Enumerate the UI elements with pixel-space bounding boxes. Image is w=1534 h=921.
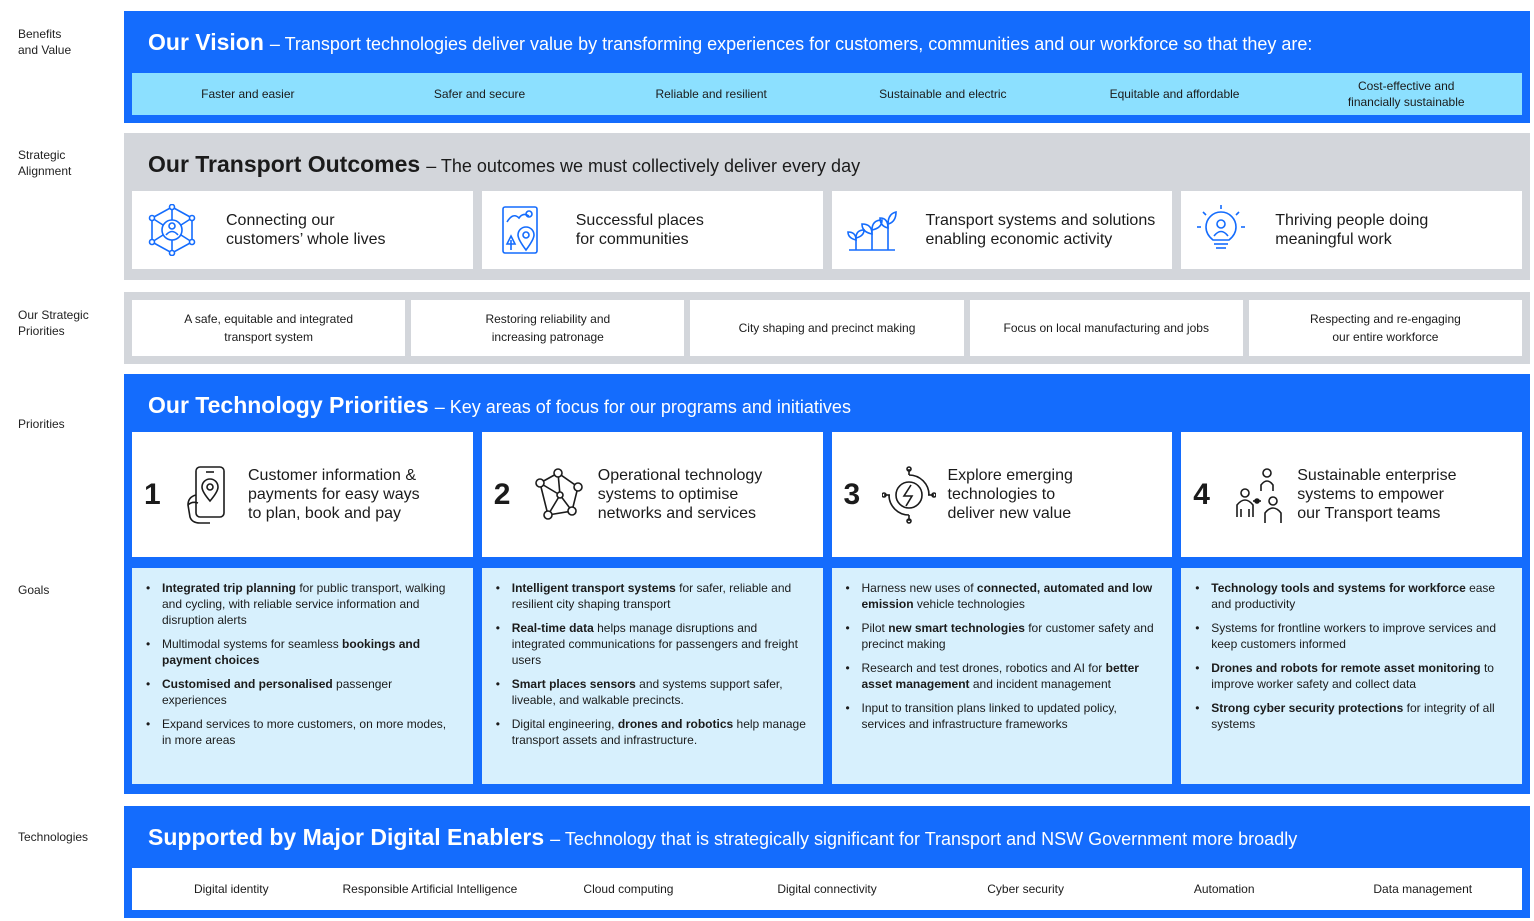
outcomes-title: Our Transport Outcomes — [148, 151, 421, 177]
connected-nodes-icon — [532, 465, 586, 525]
strategic-priorities-band — [124, 292, 1530, 364]
priority-number: 3 — [843, 477, 861, 511]
outcome-card — [132, 191, 473, 269]
goal-text: helps manage disruptions and integrated communications for passengers and freight users — [511, 621, 798, 667]
goal-text: Multimodal systems for seamless — [162, 637, 343, 651]
priority-number: 2 — [493, 477, 511, 511]
goal-item — [146, 636, 459, 668]
network-people-icon — [146, 204, 198, 256]
outcome-text: Thriving people doing meaningful work — [1275, 212, 1429, 248]
goal-text: ease and productivity — [1211, 581, 1496, 611]
vision-value: Safer and secure — [433, 87, 526, 101]
tech-priority-text: Sustainable enterprise systems to empower our Transport teams — [1297, 467, 1457, 522]
goal-item — [496, 676, 809, 708]
goal-text: for safer, reliable and resilient city shaping transport — [511, 581, 792, 611]
enabler-item: Automation — [1193, 882, 1255, 896]
tech-priorities-heading — [148, 392, 851, 419]
tech-priority-card — [482, 432, 823, 557]
seedlings-icon — [846, 204, 898, 256]
outcomes-heading — [148, 151, 860, 178]
tech-priorities-subtitle: – Key areas of focus for our programs and initiatives — [434, 397, 851, 417]
goal-text: Harness new uses of — [861, 581, 977, 595]
goal-text: passenger experiences — [162, 677, 393, 707]
outcome-cards — [132, 191, 1522, 269]
goal-text: Pilot — [861, 621, 889, 635]
goal-item — [496, 580, 809, 612]
tech-priority-card — [832, 432, 1173, 557]
goal-item — [846, 700, 1159, 732]
goal-item — [496, 620, 809, 668]
vision-values — [132, 73, 1522, 115]
tech-priority-card — [1181, 432, 1522, 557]
enablers-subtitle: – Technology that is strategically significant for Transport and NSW Government more broadly — [550, 829, 1298, 849]
goal-item — [146, 716, 459, 748]
goal-emphasis: Smart places sensors — [511, 677, 636, 691]
emerging-tech-icon — [882, 465, 936, 525]
goal-item — [146, 580, 459, 628]
goal-text: and systems support safer, liveable, and walkable precincts. — [511, 677, 783, 707]
goal-emphasis: Drones and robots for remote asset monitoring — [1211, 661, 1481, 675]
outcome-text: Transport systems and solutions enabling economic activity — [925, 212, 1156, 248]
row-label-strategic-priorities: Our Strategic Priorities — [18, 308, 89, 338]
enabler-items — [132, 868, 1522, 910]
tech-priority-cards — [132, 432, 1522, 557]
outcome-card — [832, 191, 1173, 269]
tech-priorities-band — [124, 374, 1530, 794]
enabler-item: Data management — [1373, 882, 1473, 896]
goal-text: for customer safety and precinct making — [861, 621, 1154, 651]
outcome-text: Successful places for communities — [575, 212, 704, 248]
goal-text: and incident management — [969, 677, 1111, 691]
tech-priority-card — [132, 432, 473, 557]
goal-emphasis: drones and robotics — [617, 717, 734, 731]
goal-text: Input to transition plans linked to updated policy, services and infrastructure frameworks — [861, 701, 1117, 731]
goal-item — [846, 620, 1159, 652]
goal-item — [496, 716, 809, 748]
priority-number: 4 — [1193, 477, 1210, 511]
goal-emphasis: Real-time data — [511, 621, 594, 635]
strategic-priority-cards — [132, 300, 1522, 356]
enabler-item: Digital connectivity — [777, 882, 877, 896]
goal-card — [132, 568, 473, 784]
goal-item — [1195, 660, 1508, 692]
strategic-priority-card: Focus on local manufacturing and jobs — [970, 300, 1243, 356]
vision-band — [124, 11, 1530, 123]
vision-heading — [148, 29, 1312, 56]
row-label-benefits: Benefits and Value — [18, 27, 72, 57]
outcome-card — [482, 191, 823, 269]
goal-list — [1195, 580, 1508, 732]
goal-list — [496, 580, 809, 748]
goal-item — [146, 676, 459, 708]
goal-emphasis: better asset management — [861, 661, 1139, 691]
goal-emphasis: Intelligent transport systems — [511, 581, 676, 595]
enablers-band — [124, 806, 1530, 918]
enablers-title: Supported by Major Digital Enablers — [148, 824, 545, 850]
goal-emphasis: connected, automated and low emission — [861, 581, 1153, 611]
goal-card — [1181, 568, 1522, 784]
goal-text: Research and test drones, robotics and AI for — [861, 661, 1106, 675]
goal-item — [1195, 580, 1508, 612]
enabler-item: Responsible Artificial Intelligence — [342, 882, 518, 896]
tech-priority-text: Operational technology systems to optimise networks and services — [597, 467, 763, 522]
goal-card — [832, 568, 1173, 784]
goal-cards — [132, 568, 1522, 784]
outcome-card — [1181, 191, 1522, 269]
map-location-icon — [496, 204, 548, 256]
goal-text: vehicle technologies — [913, 597, 1025, 611]
tech-priorities-title: Our Technology Priorities — [148, 392, 429, 418]
goal-emphasis: new smart technologies — [888, 621, 1025, 635]
row-label-priorities: Priorities — [18, 417, 65, 431]
phone-location-icon — [182, 465, 236, 525]
row-label-strategic-alignment: Strategic Alignment — [18, 148, 72, 178]
strategic-priority-card: Respecting and re-engaging our entire workforce — [1249, 300, 1522, 356]
goal-card — [482, 568, 823, 784]
goal-item — [1195, 700, 1508, 732]
tech-priority-text: Explore emerging technologies to deliver new value — [947, 467, 1073, 522]
goal-text: Digital engineering, — [511, 717, 618, 731]
vision-value: Equitable and affordable — [1109, 87, 1240, 101]
goal-text: Systems for frontline workers to improve services and keep customers informed — [1211, 621, 1497, 651]
goal-list — [146, 580, 459, 748]
row-label-technologies: Technologies — [18, 830, 89, 844]
goal-text: help manage transport assets and infrastructure. — [511, 717, 806, 747]
vision-value: Sustainable and electric — [879, 87, 1007, 101]
vision-value: Reliable and resilient — [655, 87, 767, 101]
outcomes-band — [124, 133, 1530, 280]
outcome-text: Connecting our customers’ whole lives — [226, 212, 386, 248]
goal-emphasis: Technology tools and systems for workforce — [1211, 581, 1466, 595]
goal-item — [1195, 620, 1508, 652]
goal-text: for integrity of all systems — [1211, 701, 1495, 731]
strategic-priority-card: City shaping and precinct making — [690, 300, 963, 356]
enablers-heading — [148, 824, 1297, 851]
lightbulb-person-icon — [1195, 204, 1247, 256]
goal-emphasis: Strong cyber security protections — [1211, 701, 1404, 715]
row-label-goals: Goals — [18, 583, 50, 597]
vision-subtitle: – Transport technologies deliver value by transforming experiences for customers, communities and our workforce so that they are: — [269, 34, 1313, 54]
goal-text: for public transport, walking and cycling, with reliable service information and disruption alerts — [162, 581, 446, 627]
goal-item — [846, 660, 1159, 692]
tech-priority-text: Customer information & payments for easy ways to plan, book and pay — [248, 467, 420, 522]
goal-emphasis: Integrated trip planning — [162, 581, 296, 595]
priority-number: 1 — [144, 477, 161, 511]
goal-emphasis: bookings and payment choices — [162, 637, 421, 667]
goal-list — [846, 580, 1159, 732]
vision-value: Faster and easier — [201, 87, 295, 101]
enabler-item: Cyber security — [987, 882, 1064, 896]
team-people-icon — [1231, 465, 1285, 525]
goal-text: Expand services to more customers, on more modes, in more areas — [162, 717, 447, 747]
strategic-priority-card: Restoring reliability and increasing patronage — [411, 300, 684, 356]
outcomes-subtitle: – The outcomes we must collectively deliver every day — [426, 156, 861, 176]
enabler-item: Digital identity — [193, 882, 269, 896]
goal-text: to improve worker safety and collect data — [1211, 661, 1494, 691]
vision-title: Our Vision — [148, 29, 264, 55]
vision-value: Cost-effective and financially sustainable — [1347, 79, 1465, 109]
goal-emphasis: Customised and personalised — [162, 677, 333, 691]
enabler-item: Cloud computing — [583, 882, 674, 896]
goal-item — [846, 580, 1159, 612]
strategic-priority-card: A safe, equitable and integrated transport system — [132, 300, 405, 356]
